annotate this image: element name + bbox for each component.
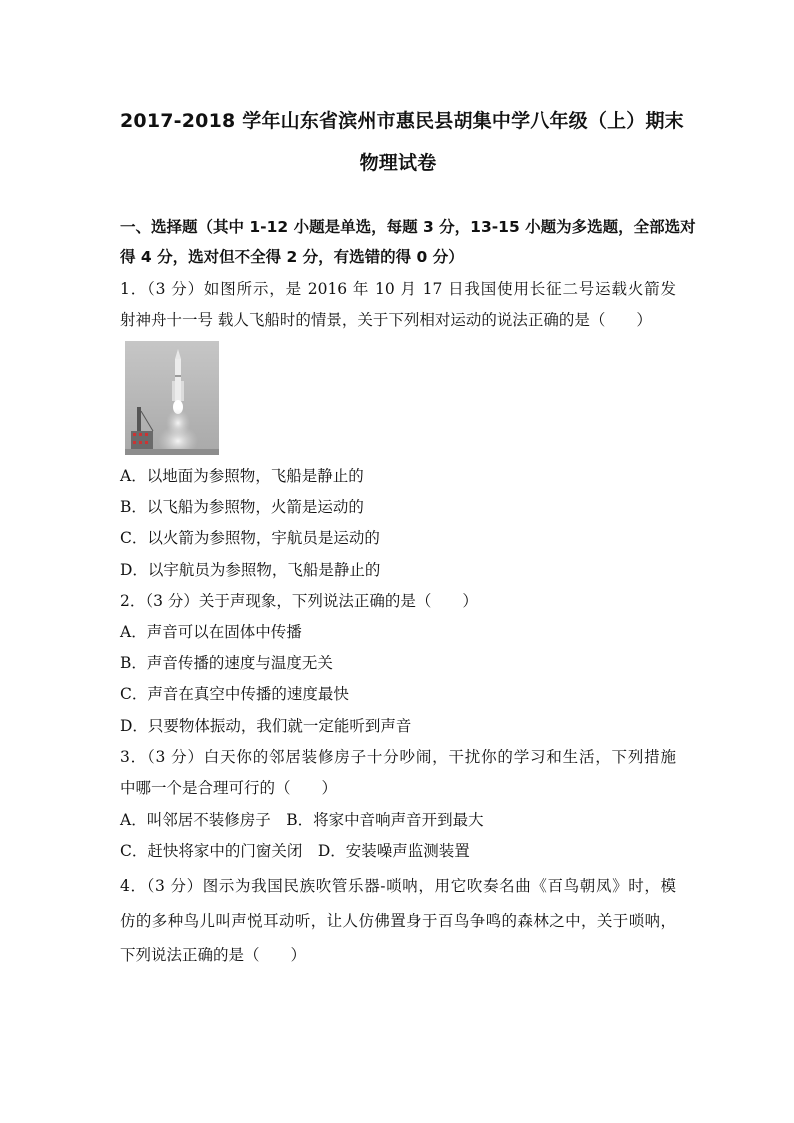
question-1-line-2: 射神舟十一号 载人飞船时的情景，关于下列相对运动的说法正确的是（ ） [120, 311, 652, 329]
question-4-line-3: 下列说法正确的是（ ） [120, 946, 307, 964]
question-1-line-1: 1．（3 分）如图所示，是 2016 年 10 月 17 日我国使用长征二号运载火箭发 [120, 280, 676, 298]
question-2-option-b: B．声音传播的速度与温度无关 [120, 654, 333, 672]
section-heading-line-1: 一、选择题（其中 1-12 小题是单选，每题 3 分，13-15 小题为多选题，全部选对 [120, 218, 696, 236]
question-1-option-b: B．以飞船为参照物，火箭是运动的 [120, 498, 364, 516]
question-3-option-ab: A．叫邻居不装修房子 B．将家中音响声音开到最大 [120, 811, 484, 829]
question-2-line-1: 2．（3 分）关于声现象，下列说法正确的是（ ） [120, 592, 478, 610]
rocket-launch-photo [125, 341, 219, 455]
rocket-launch-image [125, 341, 219, 455]
question-2-option-d: D．只要物体振动，我们就一定能听到声音 [120, 717, 412, 735]
exam-title-line-2: 物理试卷 [359, 152, 437, 174]
question-2-option-c: C．声音在真空中传播的速度最快 [120, 685, 349, 703]
section-heading-line-2: 得 4 分，选对但不全得 2 分，有选错的得 0 分） [120, 248, 464, 266]
exam-title-line-1: 2017-2018 学年山东省滨州市惠民县胡集中学八年级（上）期末 [120, 110, 684, 132]
question-3-option-cd: C．赶快将家中的门窗关闭 D．安装噪声监测装置 [120, 842, 470, 860]
question-2-option-a: A．声音可以在固体中传播 [120, 623, 302, 641]
question-4-line-2: 仿的多种鸟儿叫声悦耳动听，让人仿佛置身于百鸟争鸣的森林之中，关于唢呐， [120, 912, 676, 930]
question-4-line-1: 4．（3 分）图示为我国民族吹管乐器-唢呐，用它吹奏名曲《百鸟朝凤》时，模 [120, 877, 676, 895]
question-1-option-c: C．以火箭为参照物，宇航员是运动的 [120, 529, 380, 547]
question-3-line-2: 中哪一个是合理可行的（ ） [120, 779, 338, 797]
question-1-option-d: D．以宇航员为参照物，飞船是静止的 [120, 561, 381, 579]
question-3-line-1: 3．（3 分）白天你的邻居装修房子十分吵闹，干扰你的学习和生活，下列措施 [120, 748, 676, 766]
question-1-option-a: A．以地面为参照物，飞船是静止的 [120, 467, 364, 485]
